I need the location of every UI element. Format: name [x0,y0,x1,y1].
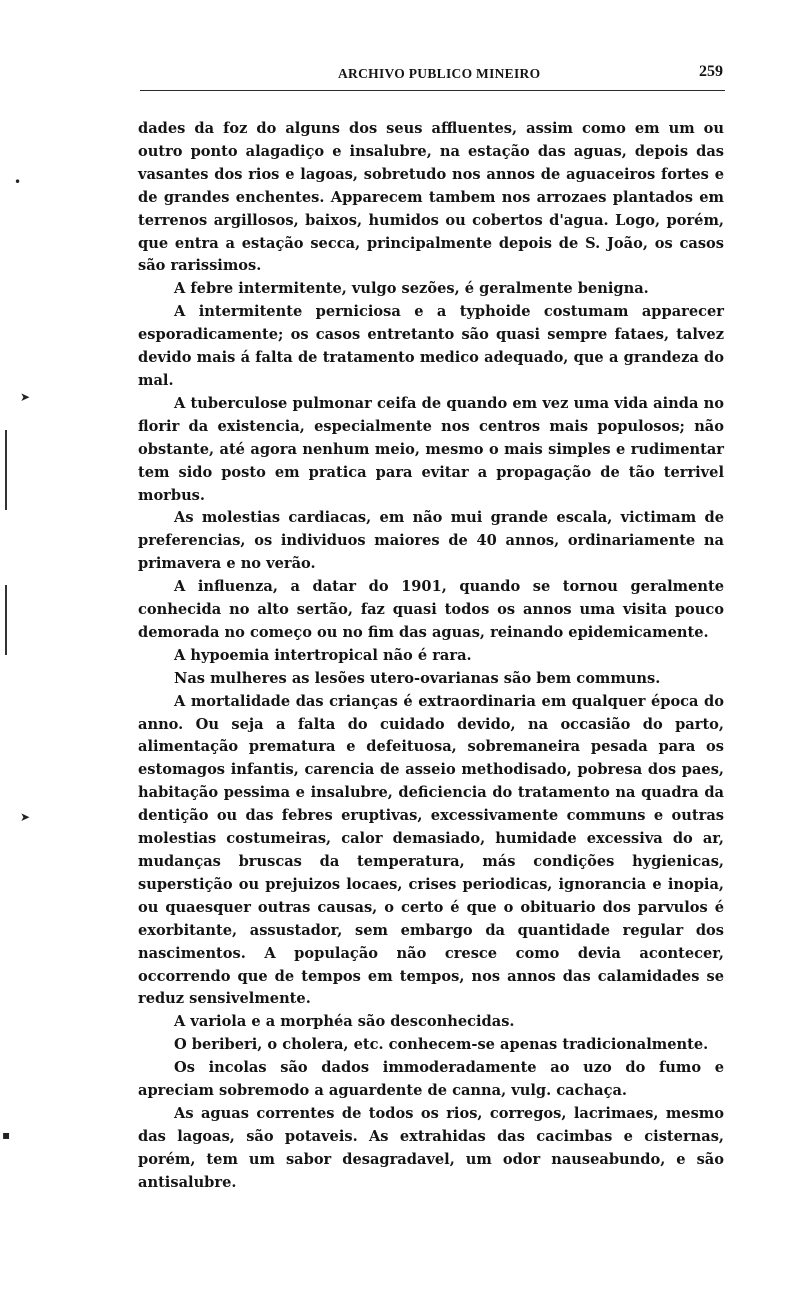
margin-rule-mark [5,585,7,655]
page-number: 259 [699,63,723,80]
margin-tick-mark: ➤ [20,810,31,824]
paragraph-continuation: dades da foz do alguns dos seus affluentes, assim como em um ou outro ponto alagadiço e insalubre, na estação das aguas, depois das vasantes dos rios e lagoas, sobretudo nos annos de aguaceiros fortes e de grandes enchentes. Apparecem tambem nos arrozaes plantados em terrenos argillosos, baixos, humidos ou cobertos d'agua. Logo, porém, que entra a estação secca, principalmente depois de S. João, os casos são rarissimos. [138,120,724,275]
margin-tick-mark: • [14,175,22,189]
margin-tick-mark: ➤ [20,390,31,404]
paragraph-aguas: As aguas correntes de todos os rios, corregos, lacrimaes, mesmo das lagoas, são potaveis. As extrahidas das cacimbas e cisternas, porém, tem um sabor desagradavel, um odor nauseabundo, e são antisalubre. [138,1104,724,1191]
paragraph-febre-intermitente: A febre intermitente, vulgo sezões, é geralmente benigna. [174,280,649,298]
running-title: ARCHIVO PUBLICO MINEIRO [338,66,541,81]
body-text [138,118,724,1195]
margin-rule-mark [5,430,7,510]
margin-tick-mark: ▪ [2,1128,11,1142]
paragraph-lesoes-utero-ovarianas: Nas mulheres as lesões utero-ovarianas são bem communs. [174,669,661,687]
paragraph-beriberi: O beriberi, o cholera, etc. conhecem-se apenas tradicionalmente. [174,1036,709,1054]
paragraph-hypoemia: A hypoemia intertropical não é rara. [174,646,472,664]
paragraph-intermitente-perniciosa: A intermitente perniciosa e a typhoide costumam apparecer esporadicamente; os casos entretanto são quasi sempre fataes, talvez devido mais á falta de tratamento medico adequado, que a grandeza do mal. [138,303,724,389]
paragraph-incolas: Os incolas são dados immoderadamente ao uzo do fumo e apreciam sobremodo a aguardente de canna, vulg. cachaça. [138,1059,724,1100]
running-header [140,60,725,91]
paragraph-mortalidade-criancas: A mortalidade das crianças é extraordinaria em qualquer época do anno. Ou seja a falta do cuidado devido, na occasião do parto, alimentação prematura e defeituosa, sobremaneira pesada para os estomagos infantis, carencia de asseio methodisado, pobresa dos paes, habitação pessima e insalubre, deficiencia do tratamento na quadra da dentição ou das febres eruptivas, excessivamente communs e outras molestias costumeiras, calor demasiado, humidade excessiva do ar, mudanças bruscas da temperatura, más condições hygienicas, superstição ou prejuizos locaes, crises periodicas, ignorancia e inopia, ou quaesquer outras causas, o certo é que o obituario dos parvulos é exorbitante, assustador, sem embargo da quantidade regular dos nascimentos. A população não cresce como devia acontecer, occorrendo que de tempos em tempos, nos annos das calamidades se reduz sensivelmente. [138,692,724,1008]
paragraph-molestias-cardiacas: As molestias cardiacas, em não mui grande escala, victimam de preferencias, os individuos maiores de 40 annos, ordinariamente na primavera e no verão. [138,509,724,573]
paragraph-variola: A variola e a morphéa são desconhecidas. [174,1013,515,1031]
paragraph-influenza: A influenza, a datar do 1901, quando se tornou geralmente conhecida no alto sertão, faz quasi todos os annos uma visita pouco demorada no começo ou no fim das aguas, reinando epidemicamente. [138,578,724,641]
paragraph-tuberculose: A tuberculose pulmonar ceifa de quando em vez uma vida ainda no florir da existencia, especialmente nos centros mais populosos; não obstante, até agora nenhum meio, mesmo o mais simples e rudimentar tem sido posto em pratica para evitar a propagação de tão terrivel morbus. [138,394,724,504]
